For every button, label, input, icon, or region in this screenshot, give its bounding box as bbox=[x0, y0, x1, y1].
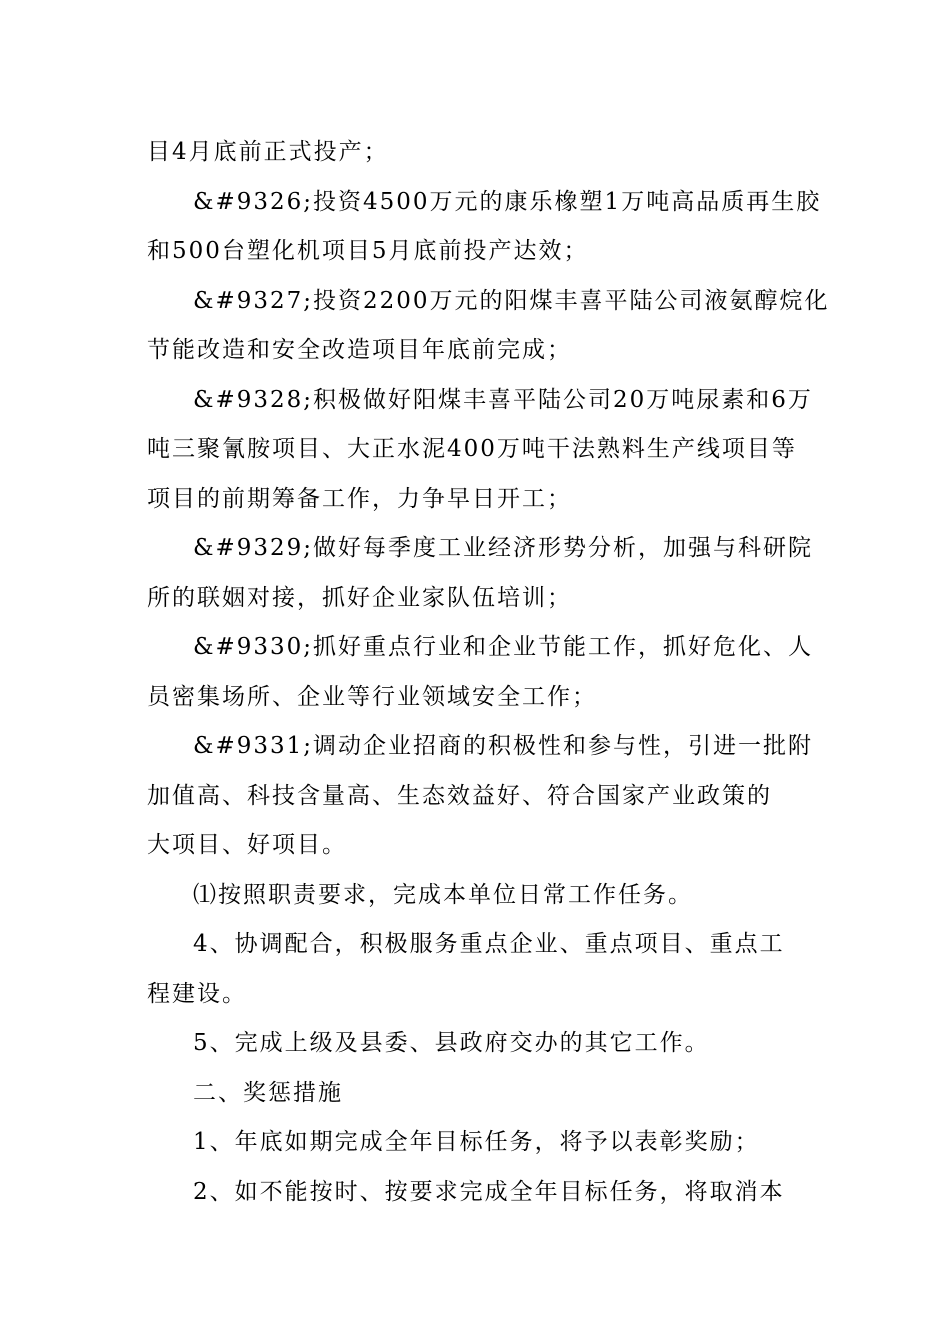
text-line-19: 5、完成上级及县委、县政府交办的其它工作。 bbox=[193, 1030, 710, 1056]
text-line-7: 吨三聚氰胺项目、大正水泥400万吨干法熟料生产线项目等 bbox=[147, 436, 797, 462]
text-line-17: 4、协调配合，积极服务重点企业、重点项目、重点工 bbox=[193, 931, 785, 957]
text-line-18: 程建设。 bbox=[147, 980, 247, 1007]
text-line-8: 项目的前期筹备工作，力争早日开工； bbox=[147, 485, 572, 512]
text-line-12: 员密集场所、企业等行业领域安全工作； bbox=[147, 683, 597, 710]
text-line-6: &#9328;积极做好阳煤丰喜平陆公司20万吨尿素和6万 bbox=[193, 386, 813, 413]
section-heading: 二、奖惩措施 bbox=[193, 1079, 343, 1106]
body-text bbox=[147, 128, 830, 1217]
text-line-3: 和500台塑化机项目5月底前投产达效； bbox=[147, 238, 589, 264]
text-line-1: 目4月底前正式投产； bbox=[147, 139, 389, 165]
text-line-13: &#9331;调动企业招商的积极性和参与性，引进一批附 bbox=[193, 733, 814, 759]
text-line-22: 2、如不能按时、按要求完成全年目标任务，将取消本 bbox=[193, 1178, 785, 1205]
text-line-21: 1、年底如期完成全年目标任务，将予以表彰奖励； bbox=[193, 1129, 760, 1155]
text-line-16: ⑴按照职责要求，完成本单位日常工作任务。 bbox=[193, 881, 693, 908]
text-line-4: &#9327;投资2200万元的阳煤丰喜平陆公司液氨醇烷化 bbox=[193, 287, 830, 314]
text-line-15: 大项目、好项目。 bbox=[147, 832, 347, 858]
text-line-14: 加值高、科技含量高、生态效益好、符合国家产业政策的 bbox=[147, 782, 772, 809]
text-line-11: &#9330;抓好重点行业和企业节能工作，抓好危化、人 bbox=[193, 634, 814, 660]
text-line-9: &#9329;做好每季度工业经济形势分析，加强与科研院 bbox=[193, 535, 814, 561]
text-line-2: &#9326;投资4500万元的康乐橡塑1万吨高品质再生胶 bbox=[193, 188, 822, 215]
text-line-10: 所的联姻对接，抓好企业家队伍培训； bbox=[147, 584, 572, 611]
text-line-5: 节能改造和安全改造项目年底前完成； bbox=[147, 337, 572, 363]
